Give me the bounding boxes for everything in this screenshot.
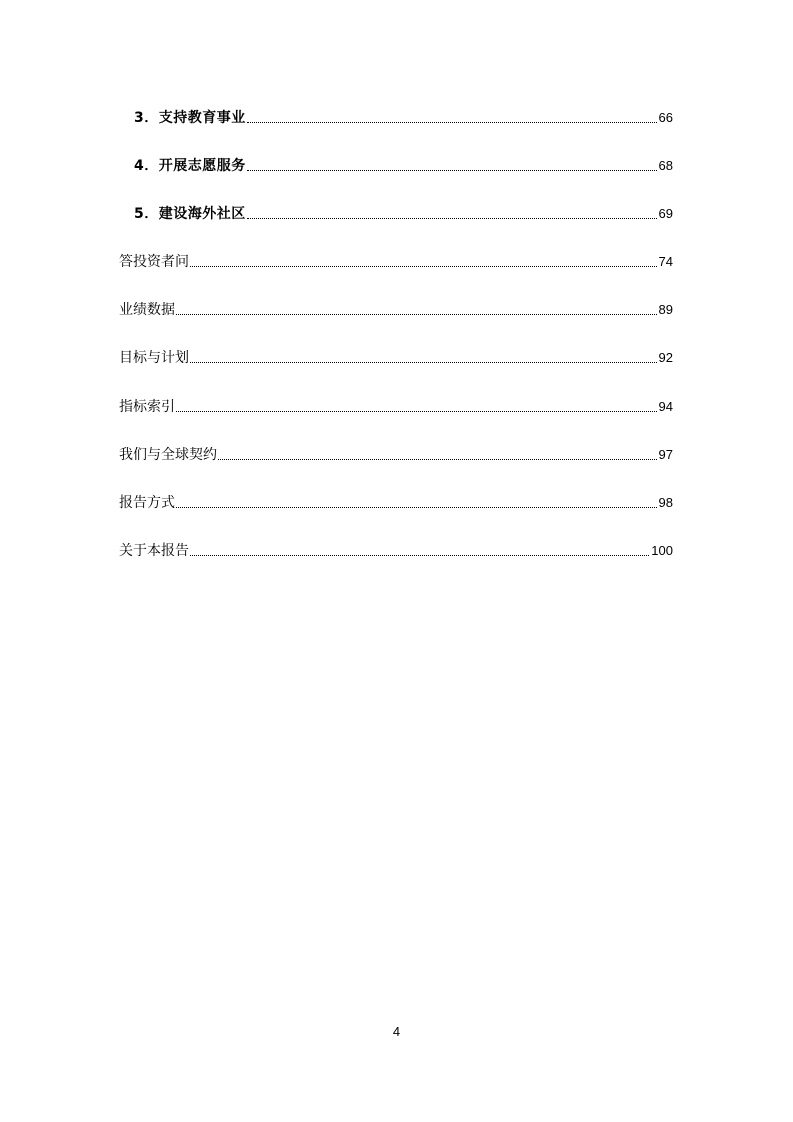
toc-entry-page: 92: [658, 350, 673, 365]
toc-entry-investor-qa[interactable]: [119, 251, 673, 271]
toc-entry-support-education[interactable]: [134, 107, 673, 127]
toc-dot-leader: [176, 507, 657, 508]
toc-entry-page: 69: [658, 206, 673, 221]
toc-entry-label: 目标与计划: [119, 350, 189, 366]
toc-entry-about-report[interactable]: [119, 540, 673, 560]
toc-entry-page: 68: [658, 158, 673, 173]
toc-entry-label: 我们与全球契约: [119, 447, 217, 463]
toc-dot-leader: [247, 170, 657, 171]
toc-entry-label: 指标索引: [119, 399, 175, 415]
toc-entry-page: 74: [658, 254, 673, 269]
toc-entry-page: 97: [658, 447, 673, 462]
toc-entry-goals-plans[interactable]: [119, 347, 673, 367]
toc-dot-leader: [247, 122, 657, 123]
toc-entry-label: 4．开展志愿服务: [134, 158, 246, 174]
toc-dot-leader: [190, 266, 657, 267]
toc-dot-leader: [190, 362, 657, 363]
toc-entry-label: 关于本报告: [119, 543, 189, 559]
toc-entry-label: 5．建设海外社区: [134, 206, 246, 222]
toc-entry-page: 66: [658, 110, 673, 125]
toc-entry-reporting-method[interactable]: [119, 492, 673, 512]
toc-entry-volunteer-service[interactable]: [134, 155, 673, 175]
toc-entry-performance-data[interactable]: [119, 299, 673, 319]
toc-dot-leader: [218, 459, 657, 460]
toc-entry-label: 业绩数据: [119, 302, 175, 318]
toc-entry-overseas-community[interactable]: [134, 203, 673, 223]
toc-dot-leader: [190, 555, 649, 556]
toc-entry-label: 答投资者问: [119, 254, 189, 270]
toc-dot-leader: [176, 411, 657, 412]
toc-entry-global-compact[interactable]: [119, 444, 673, 464]
toc-dot-leader: [176, 314, 657, 315]
toc-entry-page: 94: [658, 399, 673, 414]
toc-entry-page: 89: [658, 302, 673, 317]
toc-dot-leader: [247, 218, 657, 219]
toc-entry-label: 3．支持教育事业: [134, 110, 246, 126]
page-number: 4: [392, 1024, 401, 1039]
toc-entry-indicator-index[interactable]: [119, 396, 673, 416]
toc-entry-page: 98: [658, 495, 673, 510]
toc-entry-page: 100: [651, 543, 673, 558]
toc-entry-label: 报告方式: [119, 495, 175, 511]
